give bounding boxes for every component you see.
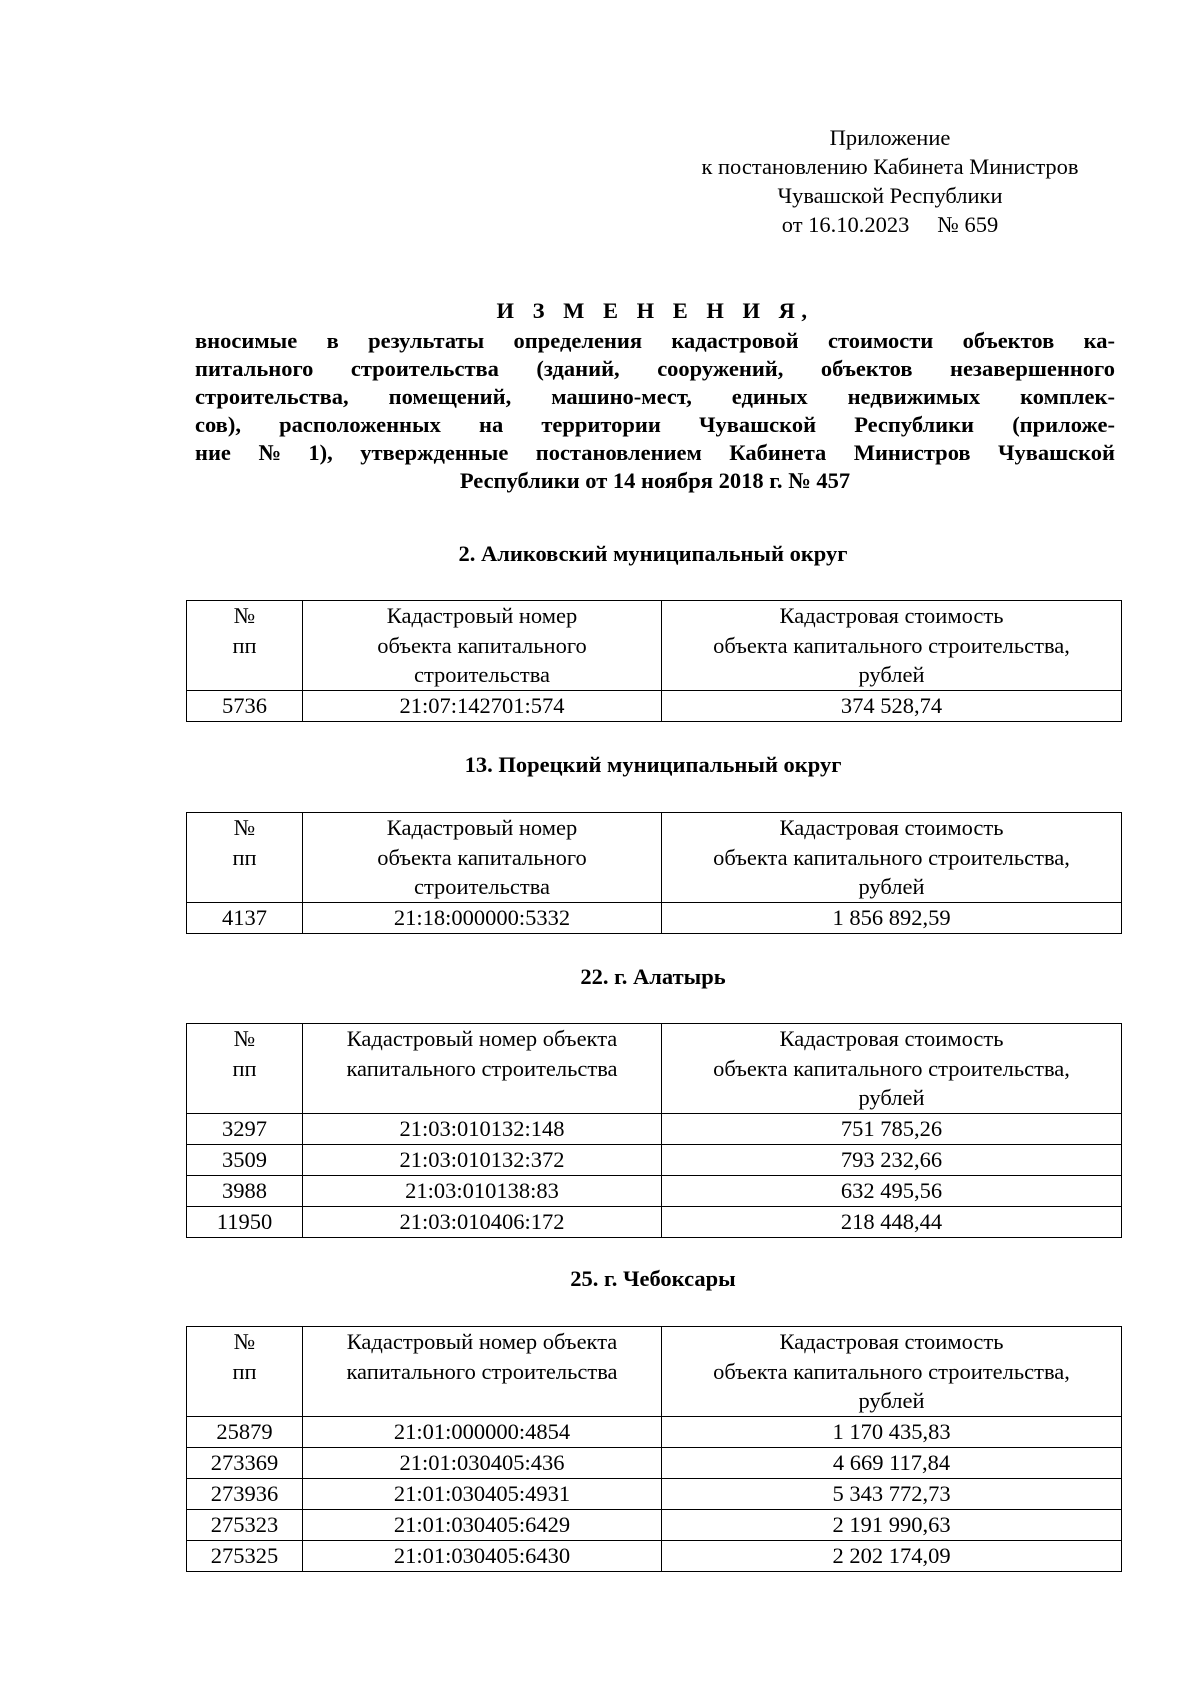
appendix-date: от 16.10.2023	[781, 212, 910, 237]
header-line: Кадастровый номер объекта	[346, 1329, 618, 1354]
row-number: 5736	[187, 690, 303, 721]
table-row	[187, 1206, 1122, 1237]
table-header-row	[187, 601, 1122, 691]
table-row	[187, 690, 1122, 721]
table-body	[187, 1416, 1122, 1571]
appendix-header	[640, 123, 1140, 239]
header-line: пп	[232, 632, 257, 658]
appendix-line: Приложение	[829, 125, 951, 150]
table-header-row	[187, 1024, 1122, 1114]
cadastral-table	[186, 600, 1122, 722]
title-heading: И З М Е Н Е Н И Я,	[496, 298, 814, 323]
header-cadastral-number	[303, 601, 662, 691]
header-cadastral-number	[303, 1327, 662, 1417]
cadastral-value: 632 495,56	[662, 1175, 1122, 1206]
table-row	[187, 1113, 1122, 1144]
title-word: недвижимых	[847, 384, 981, 409]
header-line: объекта капитального строительства,	[713, 844, 1070, 870]
header-cadastral-number	[303, 1024, 662, 1114]
row-number: 273936	[187, 1478, 303, 1509]
title-word: на	[479, 412, 504, 437]
header-line: Кадастровый номер	[386, 815, 578, 840]
header-line: строительства	[413, 662, 551, 687]
cadastral-number: 21:03:010132:148	[303, 1113, 662, 1144]
title-line	[195, 355, 1115, 383]
header-line: рублей	[858, 1388, 925, 1413]
header-line: рублей	[858, 662, 925, 687]
cadastral-number: 21:01:000000:4854	[303, 1416, 662, 1447]
header-line: объекта капитального строительства,	[713, 1358, 1070, 1384]
cadastral-number: 21:03:010406:172	[303, 1206, 662, 1237]
title-word: кадастровой	[671, 328, 799, 353]
title-word: Кабинета	[729, 440, 827, 465]
header-line: пп	[232, 1358, 257, 1384]
section-title: 13. Порецкий муниципальный округ	[464, 752, 842, 777]
title-word: сооружений,	[657, 356, 784, 381]
table-header-row	[187, 1327, 1122, 1417]
cadastral-value: 5 343 772,73	[662, 1478, 1122, 1509]
title-word: строительства,	[195, 384, 349, 409]
title-word: в	[326, 328, 339, 353]
title-word: Чувашской	[997, 440, 1115, 465]
table-row	[187, 1447, 1122, 1478]
row-number: 4137	[187, 902, 303, 933]
title-word: единых	[731, 384, 808, 409]
title-word: (зданий,	[536, 356, 620, 381]
cadastral-table	[186, 1023, 1122, 1238]
table-row	[187, 1416, 1122, 1447]
cadastral-number: 21:01:030405:4931	[303, 1478, 662, 1509]
title-word: Министров	[853, 440, 971, 465]
header-cadastral-value	[662, 813, 1122, 903]
header-line: объекта капитального	[377, 844, 587, 870]
title-line	[195, 411, 1115, 439]
appendix-date-line	[640, 210, 1140, 239]
header-line: пп	[232, 1055, 257, 1081]
cadastral-number: 21:18:000000:5332	[303, 902, 662, 933]
title-word: Чувашской	[699, 412, 817, 437]
document-title	[195, 297, 1115, 495]
title-word: определения	[513, 328, 643, 353]
appendix-line: к постановлению Кабинета Министров	[701, 154, 1079, 179]
header-line: №	[233, 603, 256, 628]
header-line: Кадастровый номер	[386, 603, 578, 628]
header-line: капитального строительства	[346, 1358, 618, 1384]
table-body	[187, 690, 1122, 721]
cadastral-value: 2 191 990,63	[662, 1509, 1122, 1540]
title-word: объектов	[962, 328, 1055, 353]
table-row	[187, 1175, 1122, 1206]
section-title: 25. г. Чебоксары	[570, 1266, 736, 1291]
cadastral-number: 21:01:030405:6430	[303, 1540, 662, 1571]
header-line: Кадастровая стоимость	[779, 1329, 1004, 1354]
cadastral-value: 1 170 435,83	[662, 1416, 1122, 1447]
cadastral-value: 2 202 174,09	[662, 1540, 1122, 1571]
header-line: объекта капитального строительства,	[713, 632, 1070, 658]
title-word: строительства	[350, 356, 499, 381]
header-cadastral-number	[303, 813, 662, 903]
cadastral-value: 218 448,44	[662, 1206, 1122, 1237]
header-cadastral-value	[662, 1327, 1122, 1417]
section-title: 22. г. Алатырь	[580, 964, 726, 989]
cadastral-value: 751 785,26	[662, 1113, 1122, 1144]
title-word: комплек-	[1020, 384, 1115, 409]
table-body	[187, 1113, 1122, 1237]
title-line	[195, 383, 1115, 411]
table-body	[187, 902, 1122, 933]
cadastral-value: 1 856 892,59	[662, 902, 1122, 933]
title-word: вносимые	[195, 328, 298, 353]
title-line	[195, 327, 1115, 355]
header-line: №	[233, 1329, 256, 1354]
title-word: результаты	[368, 328, 485, 353]
title-word: стоимости	[828, 328, 934, 353]
row-number: 3988	[187, 1175, 303, 1206]
table-row	[187, 1509, 1122, 1540]
title-line	[195, 439, 1115, 467]
title-word: незавершенного	[949, 356, 1115, 381]
header-line: капитального строительства	[346, 1055, 618, 1081]
table-row	[187, 1540, 1122, 1571]
title-word: расположенных	[279, 412, 441, 437]
appendix-number: № 659	[937, 212, 999, 237]
cadastral-value: 374 528,74	[662, 690, 1122, 721]
table-header-row	[187, 813, 1122, 903]
appendix-line: Чувашской Республики	[777, 183, 1003, 208]
header-line: рублей	[858, 1085, 925, 1110]
header-line: Кадастровая стоимость	[779, 603, 1004, 628]
title-word: территории	[541, 412, 661, 437]
title-word: помещений,	[388, 384, 512, 409]
header-line: Кадастровая стоимость	[779, 815, 1004, 840]
title-word: 1),	[308, 440, 333, 465]
header-line: пп	[232, 844, 257, 870]
header-line: №	[233, 815, 256, 840]
row-number: 273369	[187, 1447, 303, 1478]
header-line: строительства	[413, 874, 551, 899]
cadastral-value: 793 232,66	[662, 1144, 1122, 1175]
title-word: Республики	[854, 412, 975, 437]
header-line: объекта капитального строительства,	[713, 1055, 1070, 1081]
title-line: Республики от 14 ноября 2018 г. № 457	[459, 468, 851, 493]
row-number: 275325	[187, 1540, 303, 1571]
title-word: (приложе-	[1012, 412, 1115, 437]
row-number: 25879	[187, 1416, 303, 1447]
cadastral-number: 21:03:010132:372	[303, 1144, 662, 1175]
title-word: объектов	[820, 356, 913, 381]
section-title: 2. Аликовский муниципальный округ	[458, 541, 848, 566]
header-line: Кадастровая стоимость	[779, 1026, 1004, 1051]
header-cadastral-value	[662, 1024, 1122, 1114]
header-cadastral-value	[662, 601, 1122, 691]
title-word: сов),	[195, 412, 241, 437]
header-number	[187, 813, 303, 903]
cadastral-table	[186, 1326, 1122, 1572]
title-word: утвержденные	[360, 440, 509, 465]
row-number: 275323	[187, 1509, 303, 1540]
cadastral-number: 21:01:030405:6429	[303, 1509, 662, 1540]
title-word: постановлением	[535, 440, 702, 465]
header-line: рублей	[858, 874, 925, 899]
title-word: №	[258, 440, 281, 465]
title-word: питального	[195, 356, 314, 381]
cadastral-value: 4 669 117,84	[662, 1447, 1122, 1478]
title-word: ка-	[1083, 328, 1115, 353]
table-row	[187, 902, 1122, 933]
cadastral-table	[186, 812, 1122, 934]
header-line: Кадастровый номер объекта	[346, 1026, 618, 1051]
table-row	[187, 1144, 1122, 1175]
table-row	[187, 1478, 1122, 1509]
title-word: ние	[195, 440, 231, 465]
header-line: №	[233, 1026, 256, 1051]
header-number	[187, 1024, 303, 1114]
row-number: 11950	[187, 1206, 303, 1237]
title-word: машино-мест,	[551, 384, 692, 409]
header-number	[187, 601, 303, 691]
header-number	[187, 1327, 303, 1417]
row-number: 3297	[187, 1113, 303, 1144]
cadastral-number: 21:01:030405:436	[303, 1447, 662, 1478]
cadastral-number: 21:07:142701:574	[303, 690, 662, 721]
cadastral-number: 21:03:010138:83	[303, 1175, 662, 1206]
header-line: объекта капитального	[377, 632, 587, 658]
row-number: 3509	[187, 1144, 303, 1175]
